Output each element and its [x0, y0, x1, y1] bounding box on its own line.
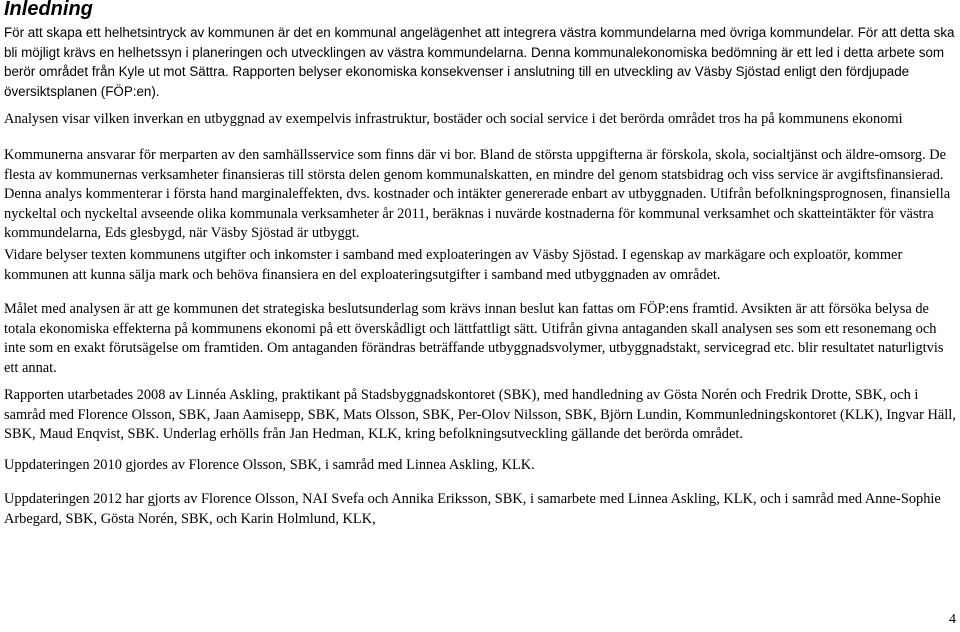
paragraph-analysis: Analysen visar vilken inverkan en utbyggnad av exempelvis infrastruktur, bostäder och social service i det berörda området tros ha på kommunens ekonomi — [4, 111, 903, 127]
paragraph-municipal-services: Kommunerna ansvarar för merparten av den samhällsservice som finns där vi bor. Bland de största uppgifterna är förskola, skola, socialtjänst och äldre-omsorg. De flesta av kommunernas verksamheter finansieras till största delen genom kommunalskatten, en mindre del genom statsbidrag och viss service är avgiftsfinansierad. Denna analys kommenterar i första hand marginaleffekten, dvs. kostnader och intäkter genererade enbart av utbyggnaden. Utifrån befolkningsprognosen, finansiella nyckeltal och nyckeltal avseende olika kommunala verksamheter år 2011, beräknas i nuvärde kostnaderna för kommunal verksamhet och skatteintäkter för västra kommundelarna, Eds glesbygd, när Väsby Sjöstad är utbyggt. — [4, 147, 951, 241]
section-heading: Inledning — [4, 0, 93, 20]
page-number: 4 — [949, 612, 956, 627]
paragraph-expenses-income: Vidare belyser texten kommunens utgifter och inkomster i samband med exploateringen av Väsby Sjöstad. I egenskap av markägare och exploatör, kommer kommunen att kunna sälja mark och behöva finansiera en del exploateringsutgifter i samband med utbyggnaden av området. — [4, 247, 903, 283]
paragraph-goal: Målet med analysen är att ge kommunen det strategiska beslutsunderlag som krävs innan beslut kan fattas om FÖP:ens framtid. Avsikten är att försöka belysa de totala ekonomiska effekterna på kommunens ekonomi på ett överskådligt och lättfattligt sätt. Utifrån givna antaganden skall analysen ses som ett resonemang och inte som en exakt förutsägelse om framtiden. Om antaganden förändras beträffande utbyggnadsvolymer, utbyggnadstakt, servicegrad etc. blir resultatet naturligtvis ett annat. — [4, 301, 944, 376]
intro-paragraph: För att skapa ett helhetsintryck av kommunen är det en kommunal angelägenhet att integrera västra kommundelarna med övriga kommundelar. För att detta ska bli möjligt krävs en helhetssyn i planeringen och utvecklingen av västra kommundelarna. Denna kommunalekonomiska bedömning är ett led i detta arbete som berör området från Kyle ut mot Sättra. Rapporten belyser ekonomiska konsekvenser i anslutning till en utveckling av Väsby Sjöstad enligt den fördjupade översiktsplanen (FÖP:en). — [4, 25, 955, 99]
paragraph-authors-2008: Rapporten utarbetades 2008 av Linnéa Askling, praktikant på Stadsbyggnadskontoret (SBK), med handledning av Gösta Norén och Fredrik Drotte, SBK, och i samråd med Florence Olsson, SBK, Jaan Aamisepp, SBK, Mats Olsson, SBK, Per-Olov Nilsson, SBK, Björn Lundin, Kommunledningskontoret (KLK), Ingvar Häll, SBK, Maud Enqvist, SBK. Underlag erhölls från Jan Hedman, KLK, kring befolkningsutveckling gällande det berörda området. — [4, 387, 956, 442]
paragraph-update-2010: Uppdateringen 2010 gjordes av Florence Olsson, SBK, i samråd med Linnea Askling, KLK. — [4, 457, 535, 473]
paragraph-update-2012: Uppdateringen 2012 har gjorts av Florence Olsson, NAI Svefa och Annika Eriksson, SBK, i samarbete med Linnea Askling, KLK, och i samråd med Anne-Sophie Arbegard, SBK, Gösta Norén, SBK, och Karin Holmlund, KLK, — [4, 491, 941, 527]
